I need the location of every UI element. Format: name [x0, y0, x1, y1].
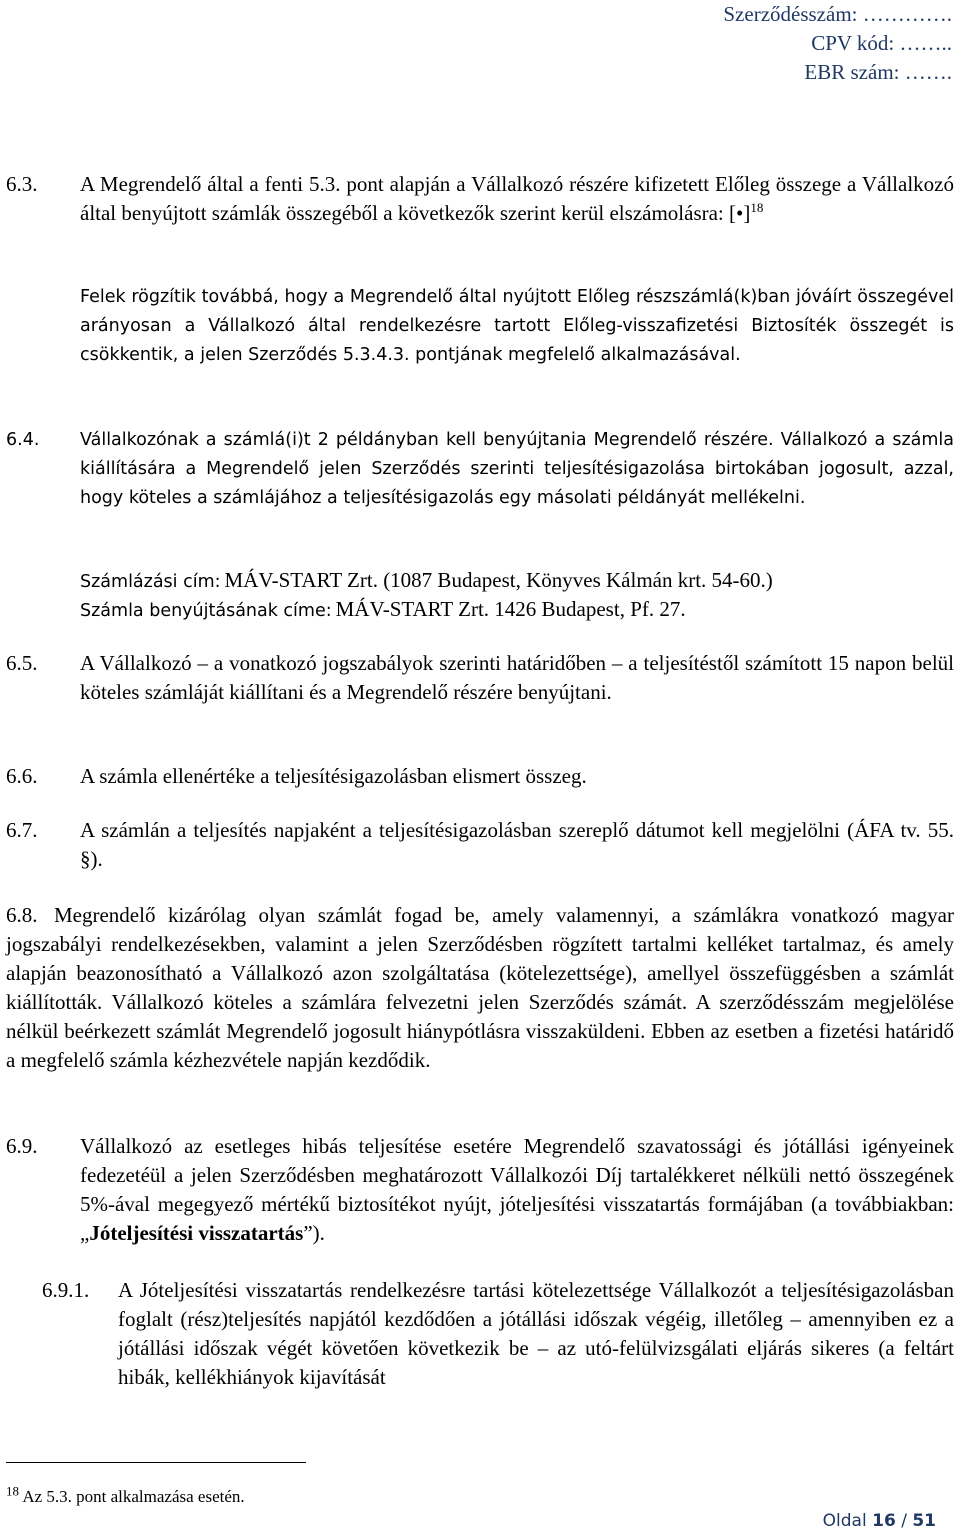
footnote — [6, 1483, 245, 1508]
page-total: 51 — [912, 1511, 936, 1531]
section-6-3-number: 6.3. — [6, 172, 38, 196]
page-separator: / — [901, 1511, 907, 1531]
section-6-8-number: 6.8. — [6, 903, 38, 927]
section-6-9-text — [80, 1132, 954, 1248]
section-6-9-1-number: 6.9.1. — [42, 1278, 90, 1302]
invoice-submission-label: Számla benyújtásának címe: — [80, 601, 332, 621]
invoice-submission-value: MÁV-START Zrt. 1426 Budapest, Pf. 27. — [335, 597, 686, 621]
section-6-9-1-text: A Jóteljesítési visszatartás rendelkezésre tartási kötelezettsége Vállalkozót a teljesítésigazolásban foglalt (rész)teljesítés napjától kezdődően a jótállási időszak végéig, illetőleg – amennyiben ez a jótállási időszak végét követően következik be – az utó-felülvizsgálati eljárás sikeres (a feltárt hibák, kellékhiányok kijavítását — [118, 1278, 954, 1389]
billing-address-line — [80, 566, 773, 597]
section-6-8-text: Megrendelő kizárólag olyan számlát fogad be, amely valamennyi, a számlákra vonatkozó magyar jogszabályi rendelkezésekben, valamint a jelen Szerződésben rögzített tartalmi kelléket tartalmaz, és amely alapján beazonosítható a Vállalkozó azon szolgáltatása (kötelezettsége), amellyel összefüggésben a számlát kiállították. Vállalkozó köteles a számlára felvezetni jelen Szerződés számát. A szerződésszám megjelölése nélkül beérkezett számlát Megrendelő jogosult hiánypótlásra visszaküldeni. Ebben az esetben a fizetési határidő a megfelelő számla kézhezvétele napján kezdődik. — [6, 903, 954, 1072]
footnote-ref-18[interactable]: 18 — [750, 200, 764, 215]
section-6-3-text — [80, 170, 954, 228]
section-6-9-body: Vállalkozó az esetleges hibás teljesítése esetére Megrendelő szavatossági és jótállási igényeinek fedezetéül a jelen Szerződésben meghatározott Vállalkozói Díj tartalékkeret nélküli nettó összegének 5%-ával megegyező mértékű biztosítékot nyújt, jóteljesítési visszatartás formájában (a továbbiakban: „ — [80, 1134, 954, 1245]
section-6-3-body: A Megrendelő által a fenti 5.3. pont alapján a Vállalkozó részére kifizetett Előleg összege a Vállalkozó által benyújtott számlák összegéből a következők szerint kerül elszámolásra: [•] — [80, 172, 954, 225]
contract-number-label: Szerződésszám: …………. — [723, 2, 952, 26]
section-6-7-number: 6.7. — [6, 818, 38, 842]
section-6-3-subparagraph: Felek rögzítik továbbá, hogy a Megrendelő által nyújtott Előleg részszámlá(k)ban jóváírt összegével arányosan a Vállalkozó által rendelkezésre tartott Előleg-visszafizetési Biztosíték összegét is csökkentik, a jelen Szerződés 5.3.4.3. pontjának megfelelő alkalmazásával. — [80, 287, 954, 365]
section-6-9-tail: ”). — [303, 1221, 325, 1245]
section-6-9-number: 6.9. — [6, 1134, 38, 1158]
section-6-5-number: 6.5. — [6, 651, 38, 675]
cpv-code-label: CPV kód: …….. — [811, 31, 952, 55]
page-number — [823, 1509, 936, 1533]
invoice-submission-line — [80, 595, 686, 626]
section-6-6-text: A számla ellenértéke a teljesítésigazolásban elismert összeg. — [80, 764, 587, 788]
billing-address-value: MÁV-START Zrt. (1087 Budapest, Könyves Kálmán krt. 54-60.) — [224, 568, 773, 592]
section-6-4-text: Vállalkozónak a számlá(i)t 2 példányban kell benyújtania Megrendelő részére. Vállalkozó a számla kiállítására a Megrendelő jelen Szerződés szerinti teljesítésigazolása birtokában jogosult, azzal, hogy köteles a számlájához a teljesítésigazolás egy másolati példányát mellékelni. — [80, 430, 954, 508]
footnote-separator — [6, 1462, 306, 1463]
section-6-6-number: 6.6. — [6, 764, 38, 788]
defined-term: Jóteljesítési visszatartás — [89, 1221, 304, 1245]
page-label: Oldal — [822, 1511, 867, 1531]
section-6-5-text: A Vállalkozó – a vonatkozó jogszabályok szerinti határidőben – a teljesítéstől számított 15 napon belül köteles számláját kiállítani és a Megrendelő részére benyújtani. — [80, 651, 954, 704]
page-current: 16 — [872, 1511, 896, 1531]
footnote-number: 18 — [6, 1483, 19, 1499]
section-6-4-number: 6.4. — [6, 430, 40, 450]
billing-address-label: Számlázási cím: — [80, 572, 221, 592]
ebr-number-label: EBR szám: ……. — [804, 60, 952, 84]
section-6-7-text: A számlán a teljesítés napjaként a teljesítésigazolásban szereplő dátumot kell megjelölni (ÁFA tv. 55. §). — [80, 818, 954, 871]
footnote-text: Az 5.3. pont alkalmazása esetén. — [22, 1487, 245, 1506]
